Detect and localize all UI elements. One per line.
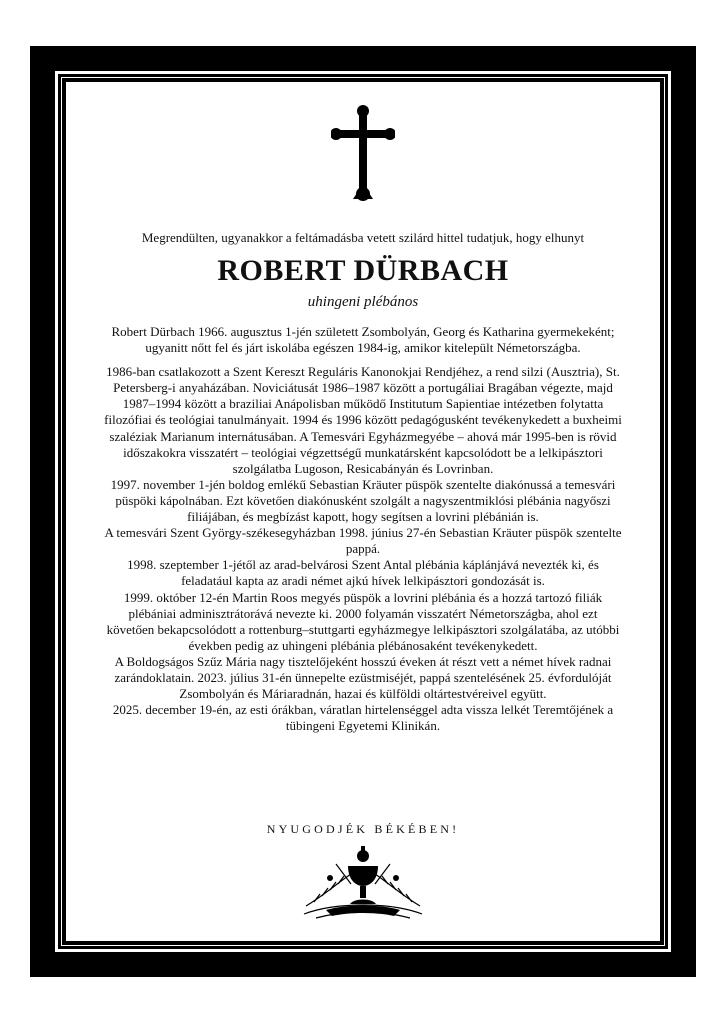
biography-paragraph: 1986-ban csatlakozott a Szent Kereszt Reguláris Kanonokjai Rendjéhez, a rend silzi (Ausztria), St. Petersberg-i anyaházában. Noviciátusát 1986–1987 között a portugáliai Bragában végezte, majd 1987–1994 között a braziliai Anápolisban működő Institutum Sapientiae intézetben folytatta filozófiai és teológiai tanulmányait. 1994 és 1996 között pedagógusként tevékenykedett a buxheimi szaléziak Marianum internátusában. A Temesvári Egyházmegyébe – ahová már 1995-ben is rövid időszakokra visszatért – teológiai végzettségű munkatársként kapcsolódott be a lelkipásztori szolgálatba Lugoson, Resicabányán és Lovrinban. <box>104 364 622 476</box>
chalice-ornament-icon <box>296 844 430 924</box>
biography-paragraph: A Boldogságos Szűz Mária nagy tisztelőjeként hosszú éveken át részt vett a német hívek radnai zarándoklatain. 2023. július 31-én ünnepelte ezüstmiséjét, pappá szentelésének 25. évfordulóját Zsombolyán és Máriaradnán, hazai és külföldi oltártestvéreivel együtt. <box>114 653 612 702</box>
deceased-role: uhingeni plébános <box>307 294 419 310</box>
biography-paragraph: 1998. szeptember 1-jétől az arad-belvárosi Szent Antal plébánia káplánjává nevezték ki, és feladatául kapta az aradi német ajkú hívek lelkipásztori gondozását is. <box>127 557 599 589</box>
biography-paragraph: 1999. október 12-én Martin Roos megyés püspök a lovrini plébánia és a hozzá tartozó filiák plébániai adminisztrátorává nevezte ki. 2000 folyamán visszatért Németországba, ahol ezt követően bekapcsolódott a rottenburg–stuttgarti egyházmegye lelkipásztori szolgálatába, az utóbbi években pedig az uhingeni plébánia plébánosaként tevékenykedett. <box>106 589 620 653</box>
intro-text: Megrendülten, ugyanakkor a feltámadásba vetett szilárd hittel tudatjuk, hogy elhunyt <box>141 230 585 245</box>
biography <box>104 324 622 734</box>
biography-paragraph: Robert Dürbach 1966. augusztus 1-jén született Zsombolyán, Georg és Katharina gyermekeként; ugyanitt nőtt fel és járt iskolába egészen 1984-ig, amikor kitelepült Németországba. <box>111 324 615 356</box>
biography-paragraph: 1997. november 1-jén boldog emlékű Sebastian Kräuter püspök szentelte diakónussá a temesvári püspöki kápolnában. Ezt követően diakónusként szolgált a nagyszentmiklósi plébánia nagyőszi filiájában, és megbízást kapott, hogy segítsen a lovrini plébánián is. <box>110 476 616 525</box>
cross-icon <box>331 104 395 202</box>
closing-phrase: NYUGODJÉK BÉKÉBEN! <box>266 822 460 836</box>
obituary-notice <box>66 82 660 941</box>
deceased-name: ROBERT DÜRBACH <box>217 254 509 287</box>
biography-paragraph: 2025. december 19-én, az esti órákban, váratlan hirtelenséggel adta vissza lelkét Teremtőjének a tübingeni Egyetemi Klinikán. <box>112 702 614 734</box>
notice-panel <box>66 82 660 941</box>
biography-paragraph: A temesvári Szent György-székesegyházban 1998. június 27-én Sebastian Kräuter püspök szentelte pappá. <box>104 525 622 557</box>
